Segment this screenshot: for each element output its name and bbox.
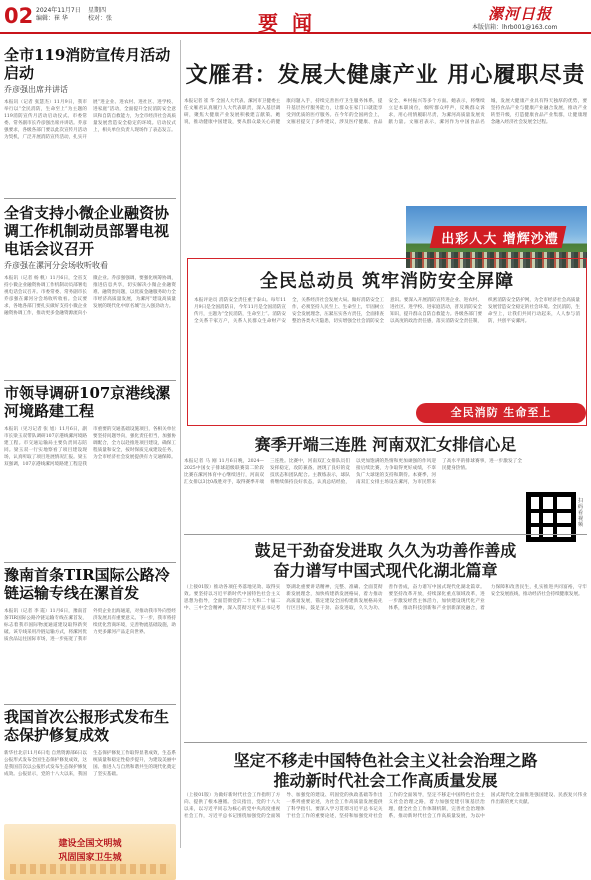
story-headline: 豫南首条TIR国际公路冷链运输专线在漯首发 (4, 566, 170, 602)
story-headline: 全市119消防宣传月活动启动 (4, 46, 171, 82)
left-column (4, 40, 176, 863)
weekday: 星期四 (88, 7, 107, 14)
volleyball-body: 本报记者 马 刚 11月6日晚，2024—2025中国女子排球超级联赛第二阶段比赛在漯河体育中心继续进行，河南双汇女排以3比0战胜对手，取得赛季开端三连胜。比赛中，河南双汇女排队员们发挥稳定，攻防兼备，展现了良好的竞技状态和团队配合。主教练表示，球队将继续保持良好状态，认真总结经验，以更加饱满的热情和更加顽强的作风迎接后续比赛，力争取得更好成绩，不辜负广大球迷的支持和期待。本赛季，河南双汇女排主场设在漯河，为市民带来了高水平的排球赛事，进一步激发了全民健身热情。 (184, 459, 522, 485)
newspaper-logo: 漯河日报 (488, 5, 553, 23)
story-fire-month (4, 46, 176, 211)
divider (184, 534, 587, 535)
story-ecology-bulletin (4, 708, 176, 820)
fire-slogan-badge: 全民消防 生命至上 (416, 403, 586, 423)
hubei-body: （上接01版）推动各项任务落地见效、取得实效。要坚持以习近平新时代中国特色社会主义思想为指导，全面贯彻党的二十大和二十届二中、三中全会精神，深入贯彻习近平总书记考察湖北重要讲话精神，完整、准确、全面贯彻新发展理念，加快构建新发展格局，着力推动高质量发展，锚定建设全国构建新发展格局先行区目标，鼓足干劲、奋发进取，久久为功、善作善成，奋力谱写中国式现代化湖北篇章。要坚持改革开放，持续深化重点领域改革，进一步激发经营主体活力，加快建设现代化产业体系，推动科技创新和产业创新深度融合，着力保障和改善民生，扎实推进共同富裕，守牢安全发展底线，推动经济社会持续健康发展。 (184, 585, 587, 611)
column-divider (180, 40, 181, 848)
masthead (0, 0, 591, 34)
story-road-project (4, 384, 176, 566)
fire-body: 本报评论员 消防安全责任重于泰山。每年11月9日是全国消防日，今年11月是全国消防宣传月，主题为“全民消防，生命至上”。消防安全关系千家万户，关系人民群众生命财产安全，关系经济社会发展大局。做好消防安全工作，必须坚持人民至上、生命至上，牢固树立安全发展理念，压紧压实各方责任，全面排查整治各类火灾隐患，切实增强全社会消防安全意识。要深入开展消防宣传进企业、进农村、进社区、进学校、进家庭活动，普及消防安全知识，提升群众自防自救能力。各级各部门要以高度的政治责任感，落实消防安全责任制，织密消防安全防护网，为全市经济社会高质量发展营造安全稳定的社会环境。全民消防，生命至上，让我们共同行动起来，人人参与消防，共创平安漯河。 (194, 298, 580, 324)
divider (4, 380, 176, 381)
story-body: 本报讯（记者 张慧杰）11月9日，我市举行以“全民消防，生命至上”为主题的119消防宣传月活动启动仪式。市委常委、常务副市长乔彦强出席并讲话。乔彦强要求，各级各部门要以此次宣传月活动为契机，广泛开展消防宣传活动，扎实开展“进企业、进农村、进社区、进学校、进家庭”活动，全面提升全民消防安全意识和自防自救能力，为全市经济社会高质量发展营造安全稳定的环境。启动仪式上，相关单位负责人现场作了表态发言。 (4, 100, 176, 140)
civilization-banner (4, 824, 176, 880)
date-editor-block (36, 7, 81, 23)
weekday-proof-block (88, 7, 112, 23)
editor-credit: 编辑：崔 华 (36, 15, 68, 22)
fire-safety-box (187, 258, 587, 426)
volleyball-headline: 赛季开端三连胜 河南双汇女排信心足 (254, 435, 517, 454)
story-subline: 乔彦强出席并讲话 (4, 85, 68, 94)
story-body: 本报讯（记者 李 霞）11月6日，豫南首条TIR国际公路冷链运输专线在漯首发，标志着我市国际物流通道建设取得新突破。该专线采用冷链运输方式，将漯河优质食品运往国际市场，进一步拓宽了我市外贸企业出海通道，对推动我市外向型经济发展具有重要意义。下一步，我市将持续优化营商环境，完善物流基础设施，助力更多漯河产品走向世界。 (4, 609, 176, 642)
banner-text: 出彩人大 增辉沙澧 (441, 232, 559, 247)
divider (4, 198, 176, 199)
banner-line-2: 巩固国家卫生城 (58, 853, 122, 863)
contact-email: 本版信箱：lhrb001@163.com (472, 24, 558, 31)
lead-headline: 文雁君：发展大健康产业 用心履职尽责 (185, 62, 586, 88)
story-body: 本报讯（见习记者 张 旭）11月6日，副市长梁玉双带队调研107京港线漯河境路建工程。市交通运输局主要负责同志陪同。梁玉双一行实地察看了项目建设现场，认真听取了项目进展情况汇报。梁玉双强调，107京港线漯河境路建工程是我市重要的交通基础设施项目，各相关单位要坚持问题导向，强化责任担当，加强协调配合，全力以赴推进项目建设，确保工程质量和安全，按时保质完成建设任务，为全市经济社会发展提供有力交通保障。 (4, 427, 176, 467)
main-area (184, 40, 587, 848)
page-number: 02 (4, 4, 34, 28)
governance-body: （上接01版）为做好新时代社会工作指明了方向、提供了根本遵循。会议指出，党的十八大以来，以习近平同志为核心的党中央高度重视社会工作，习近平总书记围绕加强党的全面领导、加强党的建设、巩固党的执政基础等作出一系列重要论述，为社会工作高质量发展提供了科学指引。要深入学习贯彻习近平总书记关于社会工作的重要论述，坚持和加强党对社会工作的全面领导，坚定不移走中国特色社会主义社会治理之路，着力加强党建引领基层治理，健全社会工作体制机制，完善社会治理体系，推动新时代社会工作高质量发展，为以中国式现代化全面推进强国建设、民族复兴伟业作出新的更大贡献。 (184, 793, 587, 819)
story-tir-cold-chain (4, 566, 176, 706)
proofreader-credit: 校对：张 (88, 15, 113, 22)
story-headline: 我国首次公报形式发布生态保护修复成效 (4, 708, 170, 744)
banner-line-1: 建设全国文明城 (58, 839, 122, 849)
banner-decoration (10, 864, 170, 874)
section-title: 要闻 (258, 11, 326, 35)
story-sme-finance (4, 204, 176, 371)
divider (184, 742, 587, 743)
story-subline: 乔彦强在漯河分会场收听收看 (4, 261, 108, 270)
divider (4, 562, 176, 563)
story-headline: 市领导调研107京港线漯河境路建工程 (4, 384, 171, 420)
hubei-headline-line2: 奋力谱写中国式现代化湖北篇章 (273, 561, 498, 580)
governance-headline-line2: 推动新时代社会工作高质量发展 (273, 771, 498, 790)
hubei-headline-line1: 鼓足干劲奋发进取 久久为功善作善成 (254, 541, 517, 560)
qr-label: 扫码看视频 (578, 498, 584, 528)
story-headline: 全省支持小微企业融资协调工作机制动员部署电视电话会议召开 (4, 204, 170, 258)
divider (4, 704, 176, 705)
lead-body: 本报记者 崔 华 全国人大代表、漯河市卫健委主任文雁君认真履行人大代表职责，深入基层调研，聚焦大健康产业发展积极建言献策。她说，推动健康中国建设，要从群众最关心的健康问题入手，持续完善医疗卫生服务体系，提升基层医疗服务能力，让群众在家门口就能享受到优质的医疗服务。在今年的全国两会上，文雁君提交了多件建议，涉及医疗健康、食品安全、乡村振兴等多个方面。她表示，将继续立足本职岗位，倾听群众呼声，反映群众诉求，用心用情履职尽责，为漯河高质量发展贡献力量。文雁君表示，漯河作为中国食品名城，发展大健康产业具有得天独厚的优势，要坚持食品产业与健康产业融合发展，推动产业转型升级，打造健康食品产业集群，让健康理念融入经济社会发展全过程。 (184, 99, 587, 125)
issue-date: 2024年11月7日 (36, 7, 81, 14)
story-body: 本报讯（记者 杨 帆）11月6日，全省支持小微企业融资协调工作机制动员部署电视电话会议召开。市委常委、常务副市长乔彦强在漯河分会场收听收看。会议要求，各地各部门要扎实做好支持小微企业融资协调工作，推动更多金融资源流向小微企业。乔彦强强调，要强化统筹协调，推进信息共享，切实解决小微企业融资难、融资贵问题，以优质金融服务助力全市经济高质量发展，为漯河“建设高质量发展的现代化中原名城”注入强劲动力。 (4, 276, 176, 316)
fire-headline: 全民总动员 筑牢消防安全屏障 (259, 271, 515, 292)
governance-headline-line1: 坚定不移走中国特色社会主义社会治理之路 (233, 751, 538, 770)
story-body: 新华社北京11月6日电 自然资源部6日以公报形式发布全国生态保护修复成效，这是我国首次以公报形式发布生态保护修复成效。公报显示，党的十八大以来，我国生态保护修复工作取得显著成效，生态系统质量和稳定性稳步提升，为建设美丽中国、推进人与自然和谐共生的现代化奠定了坚实基础。 (4, 751, 176, 777)
